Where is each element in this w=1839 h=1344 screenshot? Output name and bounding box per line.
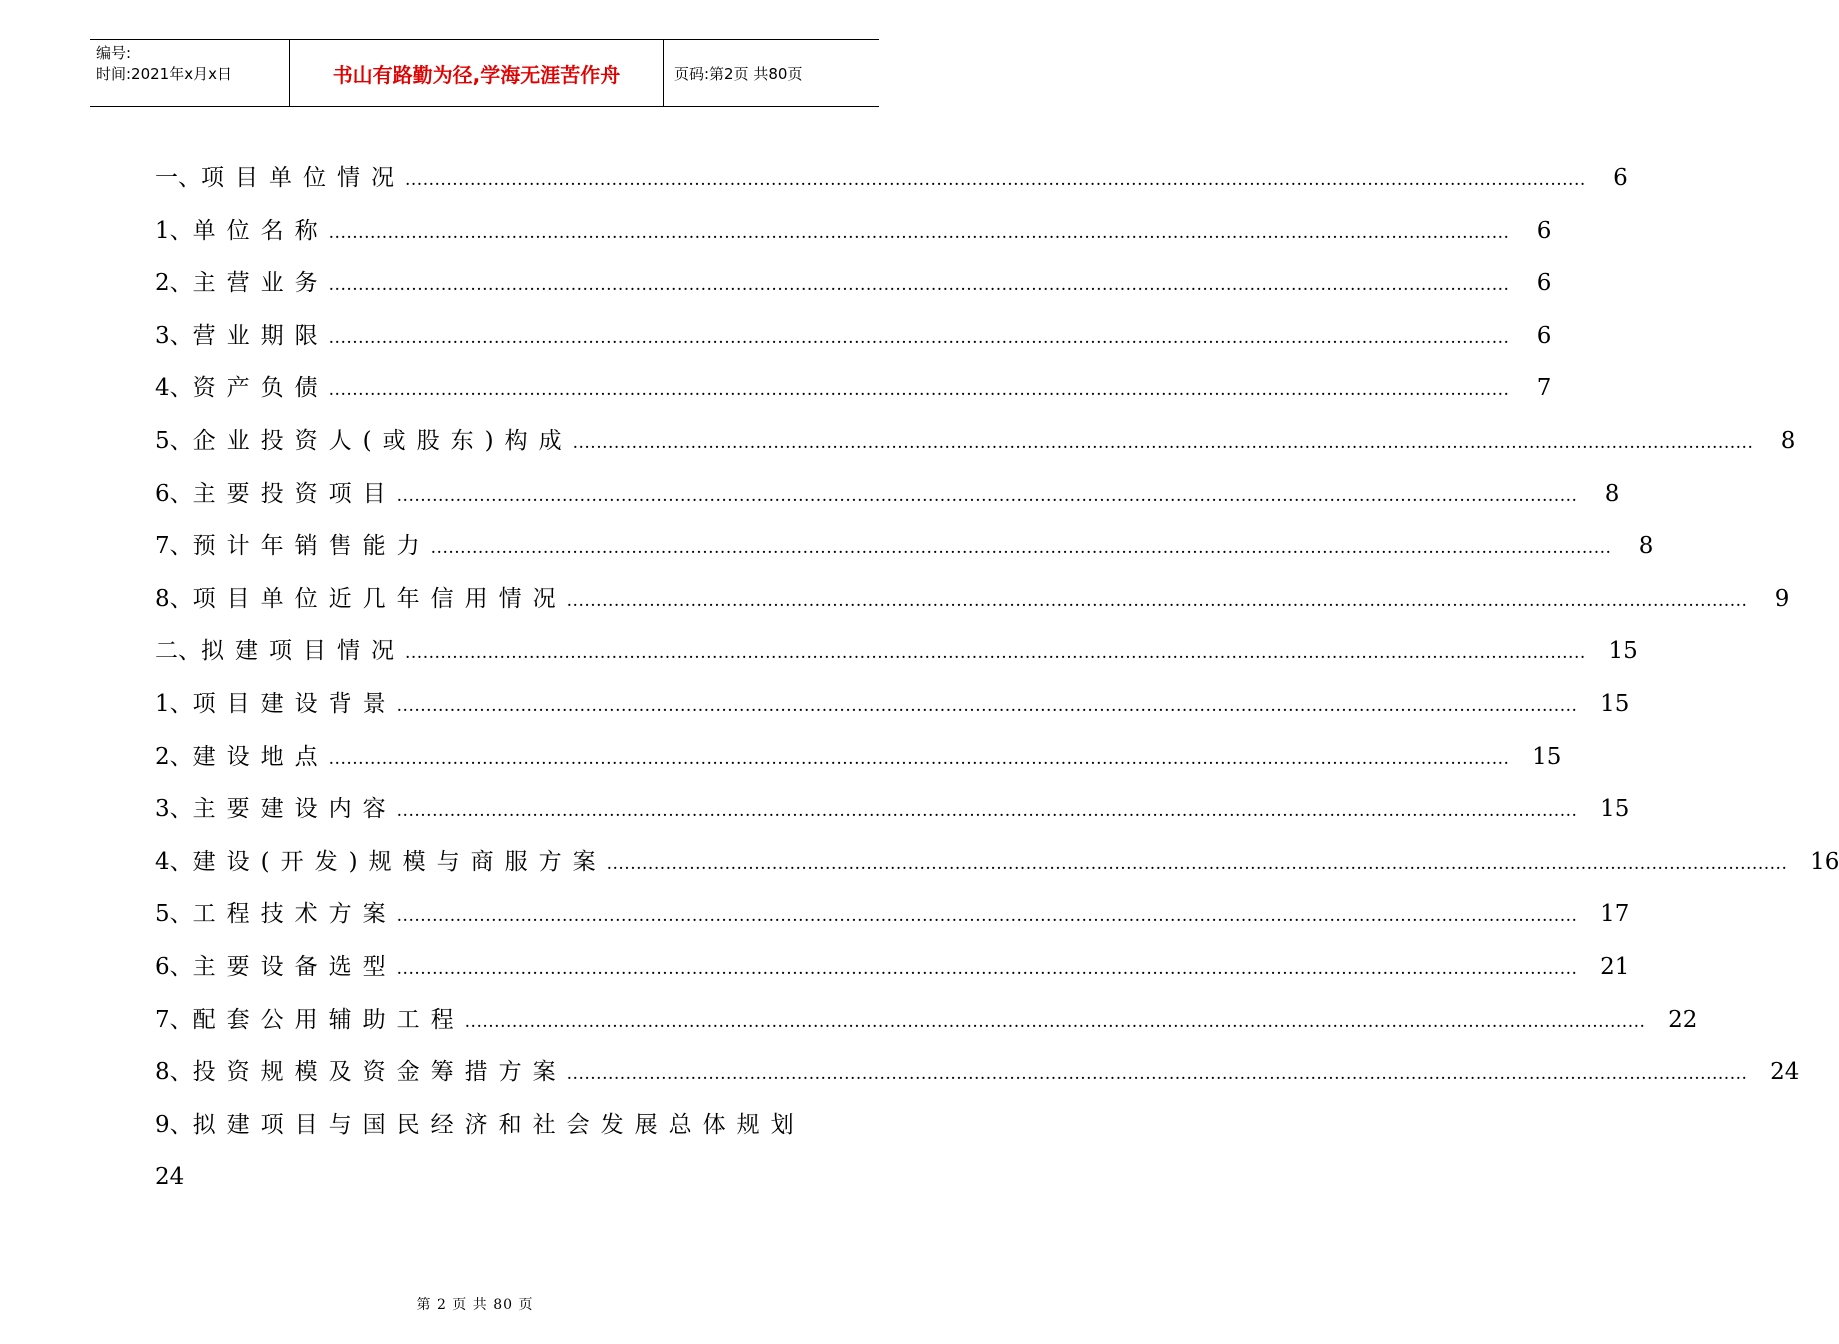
toc-dot-leader: ........................................................................................................................................................................................................ xyxy=(464,1011,1646,1032)
toc-entry-title: 建设地点 xyxy=(192,743,329,770)
toc-entry[interactable] xyxy=(155,468,1620,521)
toc-entry-number: 1、 xyxy=(155,690,193,717)
toc-entry-number: 9、 xyxy=(155,1111,193,1138)
toc-entry[interactable] xyxy=(155,415,1796,468)
toc-entry[interactable] xyxy=(155,783,1630,836)
toc-entry-title: 拟建项目与国民经济和社会发展总体规划 xyxy=(192,1111,805,1138)
toc-entry-page: 15 xyxy=(1600,690,1630,717)
toc-entry-number: 3、 xyxy=(155,796,193,823)
toc-entry-title: 投资规模及资金筹措方案 xyxy=(192,1059,567,1086)
toc-entry[interactable] xyxy=(155,362,1552,415)
toc-dot-leader: ........................................................................................................................................................................................................ xyxy=(566,1064,1748,1085)
toc-dot-leader: ........................................................................................................................................................................................................ xyxy=(606,853,1788,874)
toc-entry-page: 16 xyxy=(1810,848,1839,875)
toc-dot-leader: ........................................................................................................................................................................................................ xyxy=(405,643,1586,664)
toc-entry-title: 单位名称 xyxy=(192,217,329,244)
page-header xyxy=(90,39,879,107)
toc-dot-leader: ........................................................................................................................................................................................................ xyxy=(328,275,1510,296)
toc-entry-title: 工程技术方案 xyxy=(192,901,397,928)
toc-entry[interactable] xyxy=(155,994,1698,1047)
toc-entry-page: 7 xyxy=(1536,375,1552,402)
toc-entry-title: 建设(开发)规模与商服方案 xyxy=(192,848,607,875)
toc-entry-page: 24 xyxy=(155,1164,185,1191)
toc-entry[interactable] xyxy=(155,205,1552,258)
toc-entry-page: 15 xyxy=(1532,743,1562,770)
toc-entry[interactable] xyxy=(155,836,1839,889)
toc-entry-page: 8 xyxy=(1638,533,1654,560)
toc-dot-leader: ........................................................................................................................................................................................................ xyxy=(396,695,1578,716)
toc-dot-leader: ........................................................................................................................................................................................................ xyxy=(328,327,1510,348)
toc-entry[interactable] xyxy=(155,310,1552,363)
toc-entry-title: 项目建设背景 xyxy=(192,690,397,717)
toc-entry-page: 24 xyxy=(1770,1059,1800,1086)
toc-entry-title: 企业投资人(或股东)构成 xyxy=(192,427,573,454)
toc-entry-page: 15 xyxy=(1608,638,1638,665)
toc-entry-number: 5、 xyxy=(155,901,193,928)
toc-entry-page: 9 xyxy=(1774,585,1790,612)
toc-entry[interactable] xyxy=(155,257,1552,310)
toc-dot-leader: ........................................................................................................................................................................................................ xyxy=(328,380,1510,401)
toc-entry-number: 8、 xyxy=(155,585,193,612)
toc-entry-title: 主营业务 xyxy=(192,270,329,297)
table-of-contents xyxy=(155,152,1839,1204)
toc-entry[interactable] xyxy=(155,941,1630,994)
toc-entry-title: 资产负债 xyxy=(192,375,329,402)
toc-entry[interactable] xyxy=(155,625,1638,678)
toc-entry-title: 项目单位近几年信用情况 xyxy=(192,585,567,612)
toc-entry-title: 拟建项目情况 xyxy=(201,638,405,665)
toc-entry[interactable] xyxy=(155,1099,830,1152)
toc-entry-number: 4、 xyxy=(155,375,193,402)
toc-entry-title: 预计年销售能力 xyxy=(192,533,431,560)
toc-entry[interactable] xyxy=(155,520,1654,573)
toc-entry-page: 15 xyxy=(1600,796,1630,823)
toc-entry-number: 2、 xyxy=(155,743,193,770)
toc-entry-page: 6 xyxy=(1613,165,1628,191)
toc-dot-leader: ........................................................................................................................................................................................................ xyxy=(430,538,1612,559)
toc-entry-number: 8、 xyxy=(155,1059,193,1086)
toc-entry[interactable] xyxy=(155,678,1630,731)
toc-dot-leader: ........................................................................................................................................................................................................ xyxy=(328,222,1510,243)
toc-entry-number: 2、 xyxy=(155,270,193,297)
toc-dot-leader: ........................................................................................................................................................................................................ xyxy=(572,432,1754,453)
toc-entry-title: 配套公用辅助工程 xyxy=(192,1006,465,1033)
toc-entry-number: 5、 xyxy=(155,427,193,454)
toc-entry-number: 6、 xyxy=(155,480,193,507)
toc-dot-leader: ........................................................................................................................................................................................................ xyxy=(396,958,1578,979)
toc-entry-page: 6 xyxy=(1536,270,1552,297)
toc-entry-page: 6 xyxy=(1536,322,1552,349)
toc-entry-title: 营业期限 xyxy=(192,322,329,349)
toc-entry-number: 7、 xyxy=(155,1006,193,1033)
toc-dot-leader: ........................................................................................................................................................................................................ xyxy=(396,906,1578,927)
header-number-label: 编号: xyxy=(96,44,132,62)
toc-entry-number: 1、 xyxy=(155,217,193,244)
toc-dot-leader: ........................................................................................................................................................................................................ xyxy=(328,748,1510,769)
header-motto: 书山有路勤为径,学海无涯苦作舟 xyxy=(290,40,664,106)
toc-entry-number: 二、 xyxy=(155,638,201,665)
toc-entry-title: 项目单位情况 xyxy=(201,165,405,191)
toc-entry-number: 4、 xyxy=(155,848,193,875)
toc-dot-leader: ........................................................................................................................................................................................................ xyxy=(566,590,1748,611)
toc-entry-number: 一、 xyxy=(155,165,201,191)
toc-entry[interactable] xyxy=(155,152,1628,205)
toc-entry-title: 主要建设内容 xyxy=(192,796,397,823)
toc-entry-number: 6、 xyxy=(155,953,193,980)
toc-entry[interactable] xyxy=(155,731,1562,784)
toc-entry-title: 主要设备选型 xyxy=(192,953,397,980)
toc-dot-leader: ........................................................................................................................................................................................................ xyxy=(396,801,1578,822)
page-footer: 第 2 页 共 80 页 xyxy=(416,1297,534,1313)
toc-entry-number: 3、 xyxy=(155,322,193,349)
toc-dot-leader: ........................................................................................................................................................................................................ xyxy=(396,485,1578,506)
toc-entry-page: 22 xyxy=(1668,1006,1698,1033)
toc-entry-title: 主要投资项目 xyxy=(192,480,397,507)
toc-entry[interactable] xyxy=(155,1046,1800,1099)
toc-entry-page: 17 xyxy=(1600,901,1630,928)
toc-entry-page: 6 xyxy=(1536,217,1552,244)
toc-dot-leader: ........................................................................................................................................................................................................ xyxy=(405,170,1586,190)
toc-entry-page: 8 xyxy=(1780,427,1796,454)
toc-entry[interactable] xyxy=(155,573,1790,626)
header-time-label: 时间:2021年x月x日 xyxy=(96,65,232,83)
toc-entry[interactable] xyxy=(155,888,1630,941)
header-meta xyxy=(90,40,290,106)
header-page-info: 页码:第2页 共80页 xyxy=(674,64,803,83)
toc-entry-number: 7、 xyxy=(155,533,193,560)
toc-entry-page: 8 xyxy=(1604,480,1620,507)
toc-entry-page: 21 xyxy=(1600,953,1630,980)
